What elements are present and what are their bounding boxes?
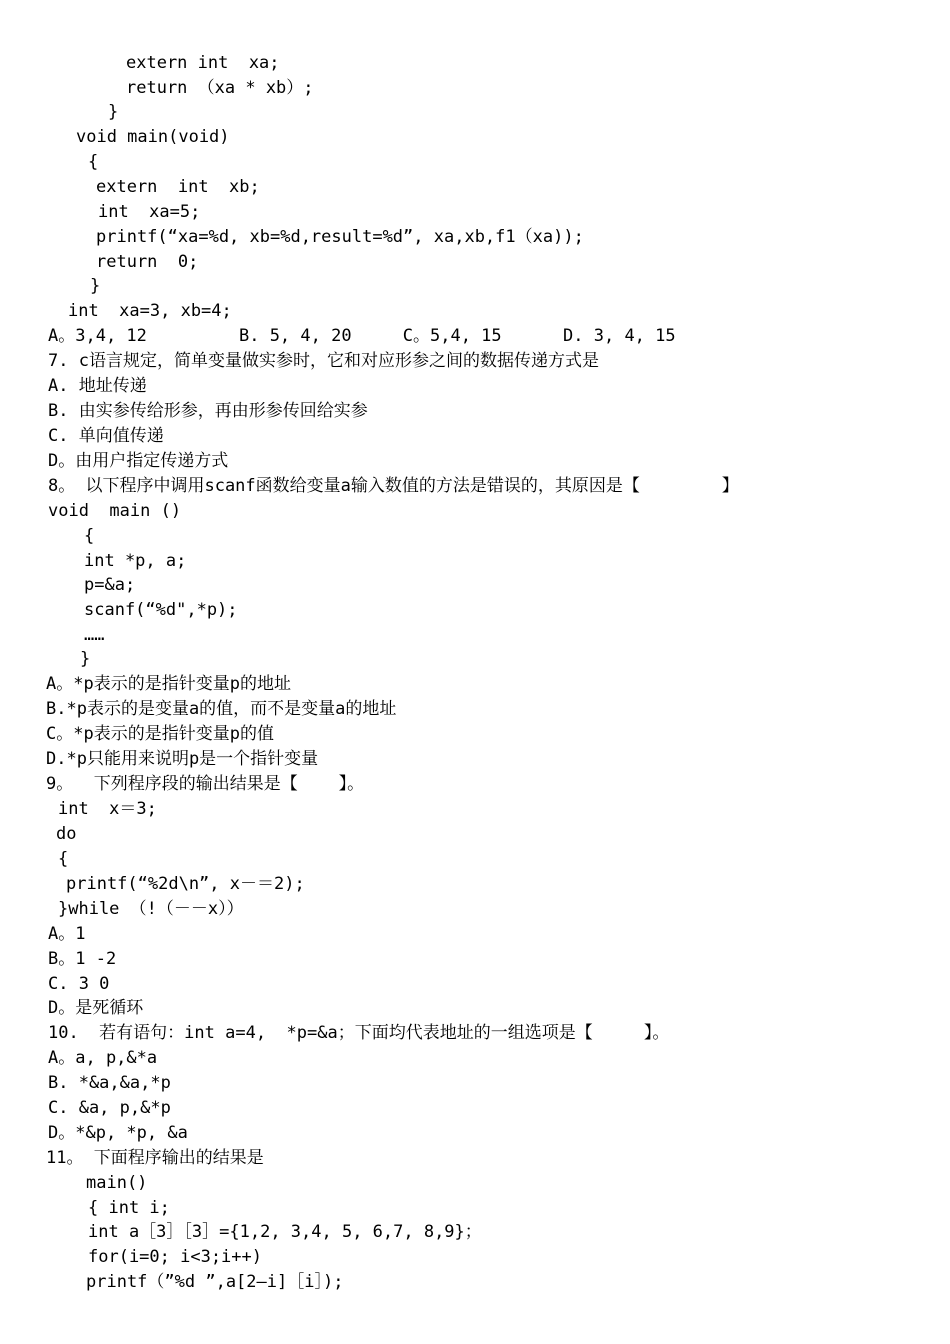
text-line: { [84,526,95,546]
text-line: do [56,824,77,844]
text-line: } [90,276,101,296]
text-line: void main(void) [76,127,230,147]
text-line: extern int xa; [126,53,280,73]
text-line: A. 地址传递 [48,376,147,396]
text-line: int xa=3, xb=4; [68,301,232,321]
text-line: 7. c语言规定，简单变量做实参时，它和对应形参之间的数据传递方式是 [48,351,599,371]
text-line: C。*p表示的是指针变量p的值 [46,724,274,744]
text-line: B.*p表示的是变量a的值，而不是变量a的地址 [46,699,397,719]
text-line: A。3,4, 12 B. 5, 4, 20 C。5,4, 15 D. 3, 4, 15 [48,326,676,346]
text-line: B。1 -2 [48,949,117,969]
text-line: printf(“xa=%d, xb=%d,result=%d”, xa,xb,f1（xa)); [96,227,584,247]
text-line: …… [84,625,105,645]
text-line: }while （!（－－x）） [58,899,244,919]
text-line: C. 3 0 [48,974,110,994]
text-line: 9。 下列程序段的输出结果是【 】。 [46,774,365,794]
text-line: 8。 以下程序中调用scanf函数给变量a输入数值的方法是错误的，其原因是【 】 [48,476,739,496]
text-line: int x＝3; [58,799,157,819]
text-line: p=&a; [84,575,136,595]
text-line: D。是死循环 [48,998,144,1018]
text-line: printf（”%d ”,a[2—i]［i］); [86,1272,344,1292]
text-line: return （xa * xb）; [126,78,314,98]
text-line: for(i=0; i<3;i++) [88,1247,262,1267]
text-line: scanf(“%d",*p); [84,600,238,620]
text-line: A。a, p,&*a [48,1048,158,1068]
text-line: D.*p只能用来说明p是一个指针变量 [46,749,319,769]
text-line: int a［3］［3］={1,2, 3,4, 5, 6,7, 8,9}； [88,1222,482,1242]
text-line: { [58,849,69,869]
text-line: printf(“%2d\n”, x－＝2); [66,874,305,894]
text-line: A。*p表示的是指针变量p的地址 [46,674,291,694]
text-line: int *p, a; [84,551,187,571]
text-line: return 0; [96,252,199,272]
text-line: C. 单向值传递 [48,426,164,446]
text-line: { int i; [88,1198,170,1218]
text-line: void main () [48,501,182,521]
text-line: 10. 若有语句：int a=4, *p=&a；下面均代表地址的一组选项是【 】。 [48,1023,670,1043]
text-line: extern int xb; [96,177,260,197]
text-line: main() [86,1173,148,1193]
text-line: A。1 [48,924,86,944]
text-line: D。*&p, *p, &a [48,1123,188,1143]
text-line: 11。 下面程序输出的结果是 [46,1148,264,1168]
text-line: } [108,102,119,122]
text-line: { [88,152,99,172]
text-line: C. &a, p,&*p [48,1098,171,1118]
text-line: D。由用户指定传递方式 [48,451,229,471]
text-line: B. 由实参传给形参，再由形参传回给实参 [48,401,368,421]
text-line: } [80,649,91,669]
text-line: int xa=5; [98,202,201,222]
text-line: B. *&a,&a,*p [48,1073,171,1093]
